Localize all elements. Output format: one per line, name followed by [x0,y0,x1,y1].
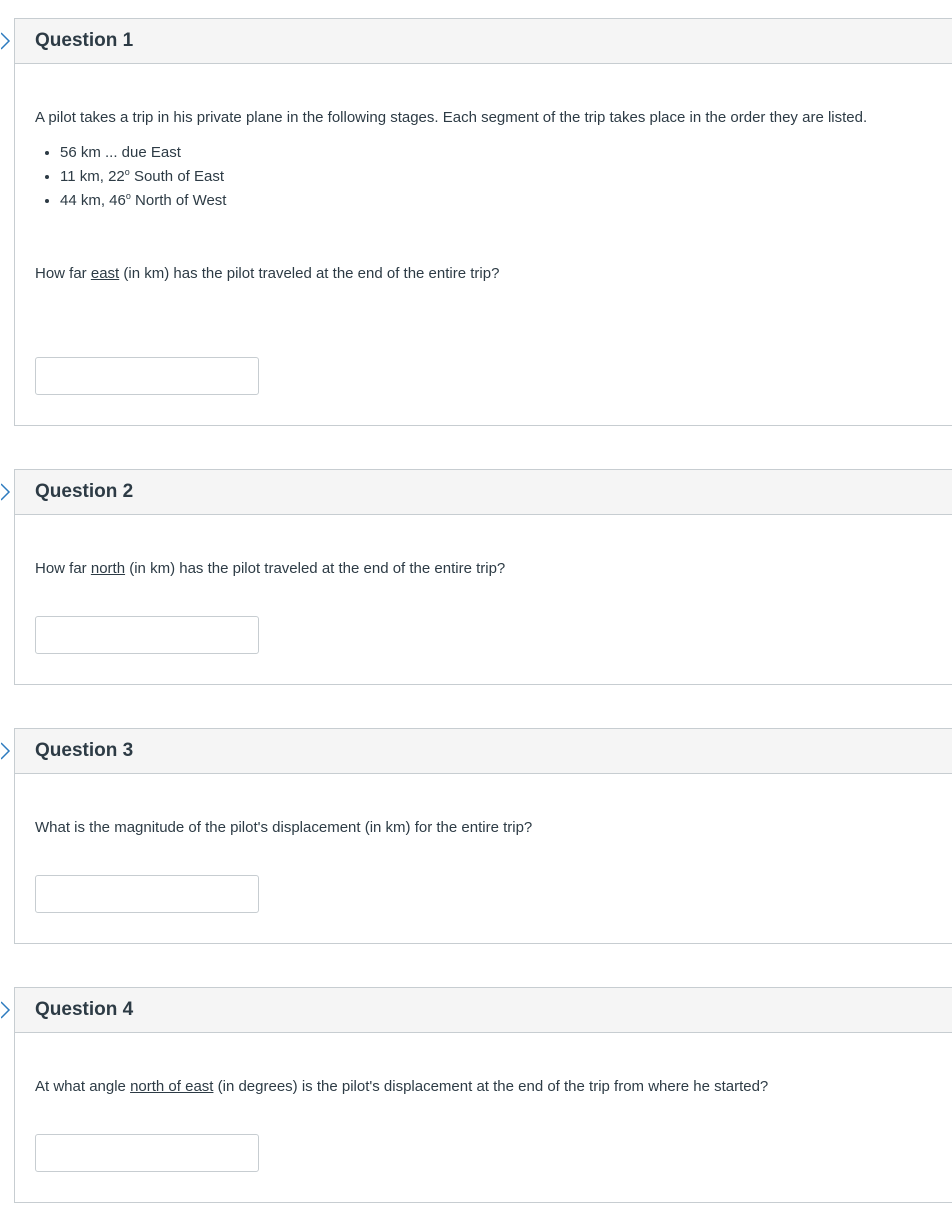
emphasis-text: north of east [130,1078,214,1095]
question-header [15,729,952,774]
question-3 [14,728,952,944]
list-item: • 11 km, 22$^o$ South of East [60,165,226,189]
flag-question-icon[interactable] [1,742,11,760]
question-title: Question 1 [35,30,134,51]
question-body [15,1033,952,1203]
question-title: Question 2 [35,481,134,502]
flag-question-icon[interactable] [1,483,11,501]
question-prompt: How far north (in km) has the pilot traveled at the end of the entire trip? [35,560,506,577]
question-1 [14,18,952,426]
question-header [15,19,952,64]
question-title: Question 4 [35,999,134,1020]
question-body [15,774,952,944]
question-4 [14,987,952,1203]
question-prompt: How far east (in km) has the pilot traveled at the end of the entire trip? [35,265,500,282]
question-intro: A pilot takes a trip in his private plane in the following stages. Each segment of the trip takes place in the order they are listed. [35,109,868,126]
list-item: • 56 km ... due East [60,141,226,165]
emphasis-text: north [90,560,126,577]
degree-symbol: o [124,167,130,177]
question-header [15,470,952,515]
question-2 [14,469,952,685]
answer-input[interactable] [35,1134,259,1172]
question-prompt: What is the magnitude of the pilot's displacement (in km) for the entire trip? [35,819,533,836]
answer-input[interactable] [35,357,259,395]
degree-symbol: o [125,191,131,201]
question-body [15,515,952,685]
flag-question-icon[interactable] [1,32,11,50]
question-header [15,988,952,1033]
list-item: • 44 km, 46$^o$ North of West [60,189,226,213]
question-prompt: At what angle north of east (in degrees) is the pilot's displacement at the end of the trip from where he started? [35,1078,769,1095]
answer-input[interactable] [35,875,259,913]
question-title: Question 3 [35,740,134,761]
trip-stages-list [35,141,226,213]
answer-input[interactable] [35,616,259,654]
flag-question-icon[interactable] [1,1001,11,1019]
question-body [15,64,952,426]
emphasis-text: east [90,265,120,282]
